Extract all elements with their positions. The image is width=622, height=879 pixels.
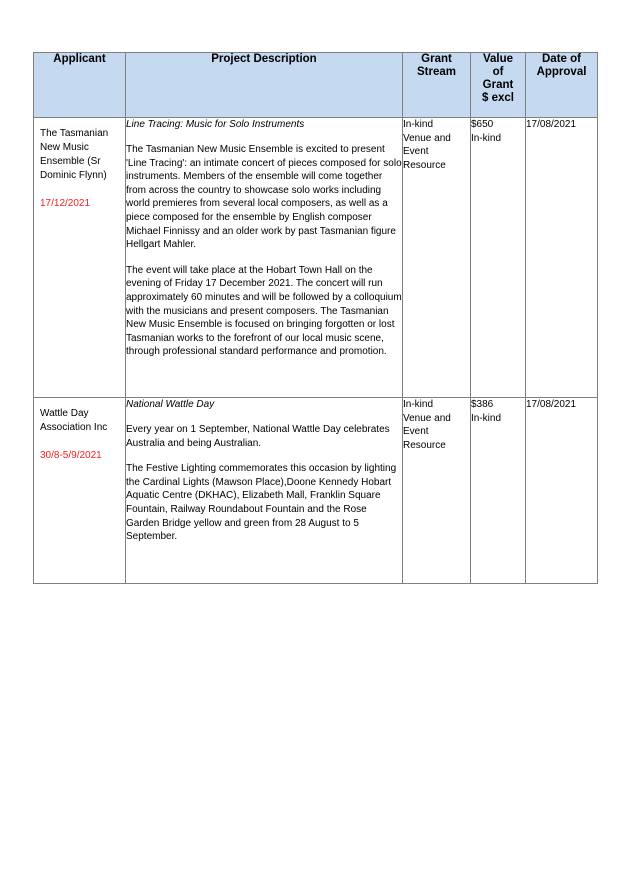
column-header-date-of-approval bbox=[526, 53, 598, 118]
applicant-cell bbox=[34, 398, 126, 584]
project-title: Line Tracing: Music for Solo Instruments bbox=[126, 119, 305, 130]
applicant-name: Wattle Day Association Inc bbox=[40, 408, 108, 433]
grant-value-type: In-kind bbox=[471, 132, 502, 144]
project-paragraph-2: The event will take place at the Hobart Town Hall on the evening of Friday 17 December 2021. The concert will run approximately 60 minutes and will be followed by a colloquium with the musicians and present composers. The Tasmanian New Music Ensemble is focused on bringing forgotten or lost Tasmanian works to the forefront of our local music scene, through professional standard performance and promotion. bbox=[126, 264, 402, 358]
project-title: National Wattle Day bbox=[126, 399, 215, 410]
grant-stream-line-4: Resource bbox=[403, 159, 446, 171]
applicant-event-date: 17/12/2021 bbox=[40, 198, 91, 209]
column-header-value-line2: of bbox=[492, 66, 504, 78]
applicant-name: The Tasmanian New Music Ensemble (Sr Dominic Flynn) bbox=[40, 128, 109, 181]
grant-stream-line-3: Event bbox=[403, 146, 429, 157]
grant-stream-line-2: Venue and bbox=[403, 132, 451, 144]
table-body bbox=[34, 118, 598, 584]
project-paragraph-1: Every year on 1 September, National Wattle Day celebrates Australia and being Australian. bbox=[126, 424, 390, 449]
column-header-value-line1: Value bbox=[482, 53, 514, 65]
grant-value-amount: $386 bbox=[471, 399, 494, 410]
project-paragraph-2: The Festive Lighting commemorates this occasion by lighting the Cardinal Lights (Mawson Place),Doone Kennedy Hobart Aquatic Centre (DKHAC), Elizabeth Mall, Franklin Square Fountain, Railway Roundabout Fountain and the Rose Garden Bridge yellow and green from 28 August to 5 September. bbox=[126, 463, 397, 543]
grant-stream-line-2: Venue and bbox=[403, 412, 451, 424]
column-header-value-line3: Grant bbox=[482, 79, 514, 91]
column-header-value-of-grant bbox=[471, 53, 526, 118]
column-header-project-description bbox=[126, 53, 403, 118]
column-header-date-line1: Date of bbox=[542, 53, 581, 65]
grant-stream-cell bbox=[403, 398, 471, 584]
grant-value-cell bbox=[471, 398, 526, 584]
column-header-grant-stream bbox=[403, 53, 471, 118]
column-header-project-description-label: Project Description bbox=[211, 53, 317, 65]
column-header-grant-stream-line2: Stream bbox=[417, 66, 456, 78]
approval-date-cell bbox=[526, 118, 598, 398]
grant-stream-cell bbox=[403, 118, 471, 398]
applicant-event-date: 30/8-5/9/2021 bbox=[40, 450, 102, 461]
table-row bbox=[34, 118, 598, 398]
project-description-cell bbox=[126, 398, 403, 584]
grant-stream-line-3: Event bbox=[403, 426, 429, 437]
column-header-date-line2: Approval bbox=[536, 66, 587, 78]
grant-stream-line-1: In-kind bbox=[403, 399, 434, 410]
grant-stream-line-1: In-kind bbox=[403, 119, 434, 130]
grant-value-amount: $650 bbox=[471, 119, 494, 130]
table-header bbox=[34, 53, 598, 118]
applicant-cell bbox=[34, 118, 126, 398]
grants-table bbox=[33, 52, 598, 584]
column-header-applicant bbox=[34, 53, 126, 118]
grant-value-cell bbox=[471, 118, 526, 398]
table-header-row bbox=[34, 53, 598, 118]
project-paragraph-1: The Tasmanian New Music Ensemble is excited to present 'Line Tracing': an intimate concert of pieces composed for solo instruments. Members of the ensemble will come together from across the country to showcase solo works including world premieres from several local composers, as well as a piece composed for the ensemble by English composer Michael Finnissy and an older work by past Tasmanian figure Hellgart Mahler. bbox=[126, 144, 402, 251]
column-header-applicant-label: Applicant bbox=[53, 53, 106, 65]
table-row bbox=[34, 398, 598, 584]
column-header-grant-stream-line1: Grant bbox=[421, 53, 452, 65]
grant-value-type: In-kind bbox=[471, 412, 502, 424]
approval-date: 17/08/2021 bbox=[526, 399, 577, 410]
column-header-value-line4: $ excl bbox=[482, 92, 514, 104]
project-description-cell bbox=[126, 118, 403, 398]
approval-date: 17/08/2021 bbox=[526, 119, 577, 130]
approval-date-cell bbox=[526, 398, 598, 584]
grant-stream-line-4: Resource bbox=[403, 439, 446, 451]
